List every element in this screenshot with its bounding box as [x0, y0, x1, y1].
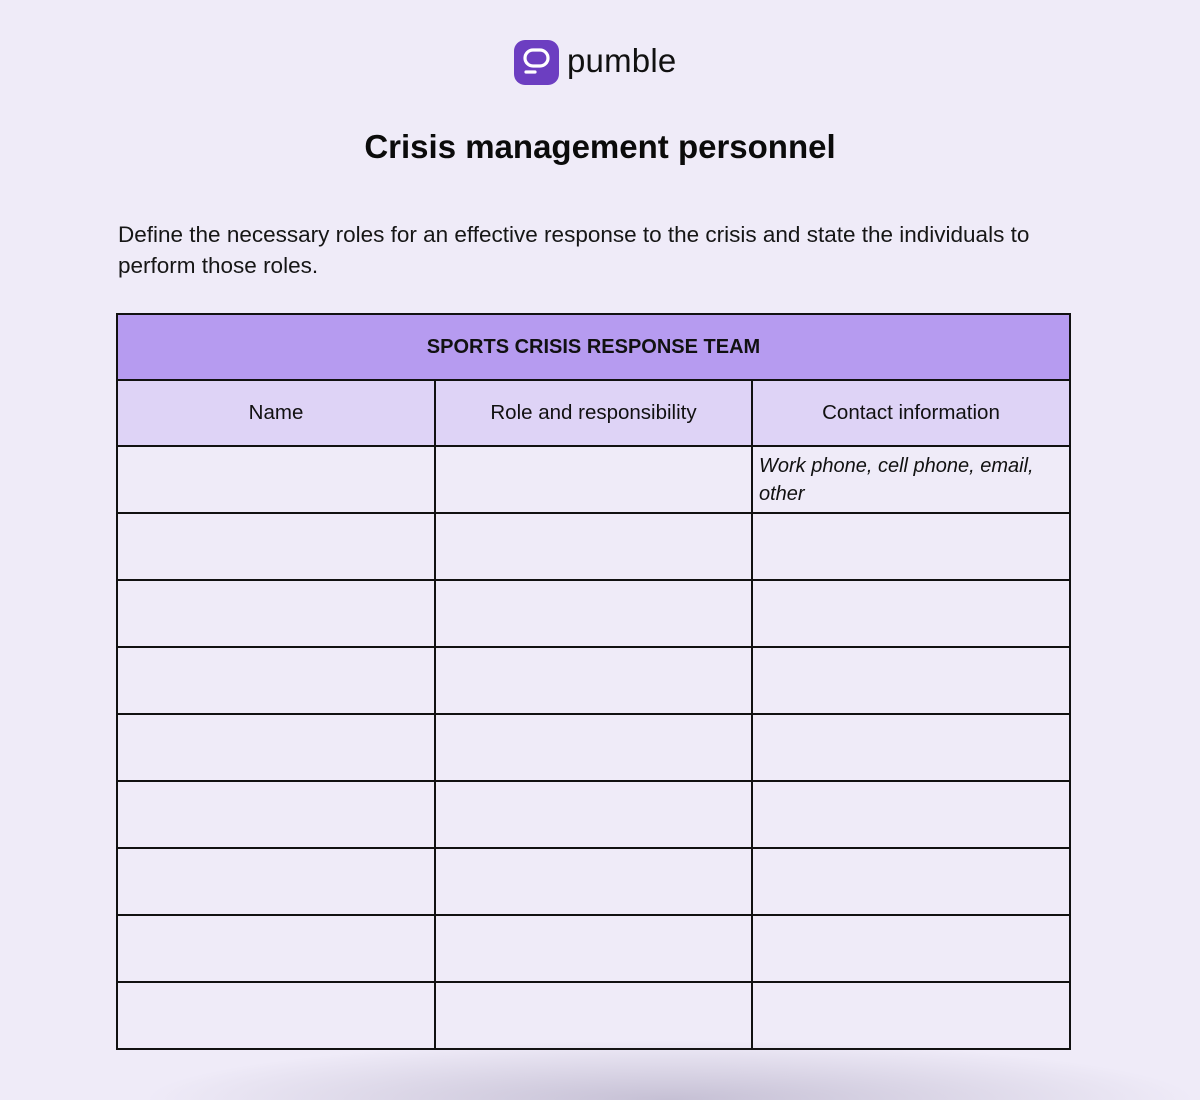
- intro-text: Define the necessary roles for an effective response to the crisis and state the individuals to perform those roles.: [118, 222, 1030, 278]
- name-cell[interactable]: [117, 781, 435, 848]
- pumble-logo-icon: [514, 40, 559, 85]
- role-cell[interactable]: [435, 781, 752, 848]
- name-cell[interactable]: [117, 714, 435, 781]
- team-title-header: SPORTS CRISIS RESPONSE TEAM: [117, 314, 1070, 380]
- table-row: [117, 580, 1070, 647]
- table-row: [117, 781, 1070, 848]
- table-row: [117, 982, 1070, 1049]
- table-row: [117, 915, 1070, 982]
- table-row: [117, 647, 1070, 714]
- contact-cell[interactable]: [752, 714, 1070, 781]
- contact-cell[interactable]: [752, 848, 1070, 915]
- contact-hint: Work phone, cell phone, email, other: [759, 455, 1034, 505]
- contact-cell[interactable]: [752, 513, 1070, 580]
- role-cell[interactable]: [435, 982, 752, 1049]
- brand-name: pumble: [567, 42, 677, 79]
- table-row: [117, 446, 1070, 513]
- table-row: [117, 714, 1070, 781]
- crisis-team-table: [116, 313, 1069, 1050]
- role-cell[interactable]: [435, 513, 752, 580]
- brand-logo: [514, 40, 676, 85]
- role-cell[interactable]: [435, 647, 752, 714]
- contact-cell[interactable]: [752, 446, 1070, 513]
- contact-cell[interactable]: [752, 580, 1070, 647]
- role-cell[interactable]: [435, 915, 752, 982]
- name-cell[interactable]: [117, 513, 435, 580]
- name-cell[interactable]: [117, 446, 435, 513]
- name-cell[interactable]: [117, 848, 435, 915]
- name-cell[interactable]: [117, 982, 435, 1049]
- column-header-contact: Contact information: [752, 380, 1070, 446]
- name-cell[interactable]: [117, 580, 435, 647]
- role-cell[interactable]: [435, 580, 752, 647]
- table-row: [117, 513, 1070, 580]
- column-header-role: Role and responsibility: [435, 380, 752, 446]
- page-title: Crisis management personnel: [364, 128, 836, 165]
- contact-cell[interactable]: [752, 915, 1070, 982]
- role-cell[interactable]: [435, 848, 752, 915]
- contact-cell[interactable]: [752, 982, 1070, 1049]
- contact-cell[interactable]: [752, 647, 1070, 714]
- table-row: [117, 848, 1070, 915]
- name-cell[interactable]: [117, 647, 435, 714]
- role-cell[interactable]: [435, 446, 752, 513]
- column-header-name: Name: [117, 380, 435, 446]
- role-cell[interactable]: [435, 714, 752, 781]
- name-cell[interactable]: [117, 915, 435, 982]
- contact-cell[interactable]: [752, 781, 1070, 848]
